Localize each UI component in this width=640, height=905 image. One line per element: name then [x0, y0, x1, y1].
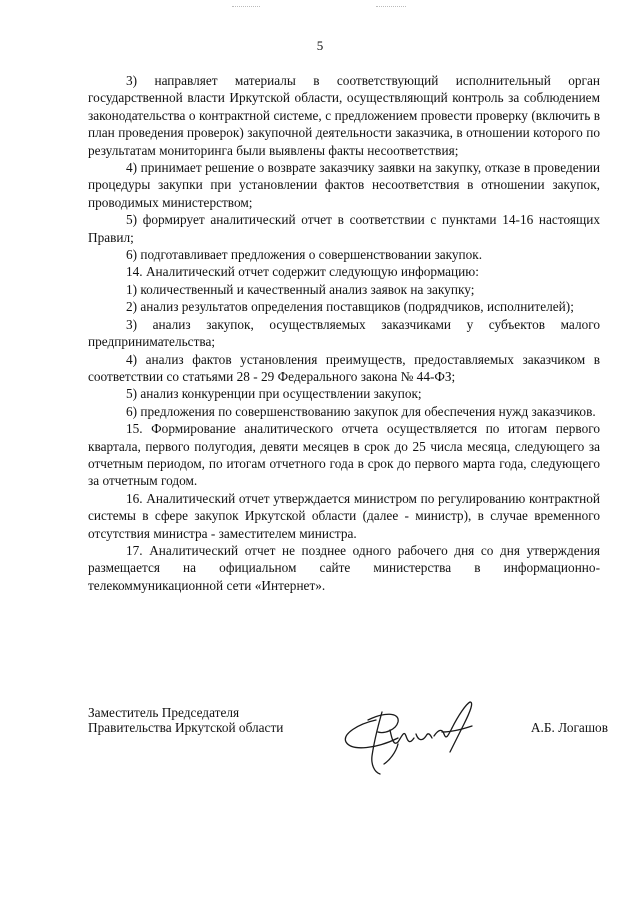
paragraph: 17. Аналитический отчет не позднее одного рабочего дня со дня утверждения размещается на официальном сайте министерства в информационно-телекоммуникационной сети «Интернет». [88, 542, 600, 593]
signatory-title [88, 706, 283, 735]
paragraph: 2) анализ результатов определения поставщиков (подрядчиков, исполнителей); [126, 299, 574, 315]
page-number: 5 [316, 38, 324, 53]
paragraph: 14. Аналитический отчет содержит следующую информацию: [126, 264, 479, 280]
scan-artifact [376, 6, 406, 11]
paragraph: 4) принимает решение о возврате заказчику заявки на закупку, отказе в проведении процедуры закупки при установлении фактов несоответствия в отношении закупок, проводимых министерством; [88, 160, 600, 210]
paragraph: 6) подготавливает предложения о совершенствовании закупок. [126, 247, 483, 263]
paragraph: 5) формирует аналитический отчет в соответствии с пунктами 14-16 настоящих Правил; [88, 212, 600, 245]
signature-block [88, 706, 608, 786]
paragraph: 6) предложения по совершенствованию закупок для обеспечения нужд заказчиков. [126, 403, 596, 419]
paragraph: 5) анализ конкуренции при осуществлении закупок; [126, 386, 422, 402]
signatory-title-line: Правительства Иркутской области [88, 719, 284, 735]
paragraph: 4) анализ фактов установления преимуществ, предоставляемых заказчиком в соответствии со статьями 28 - 29 Федерального закона № 44-ФЗ; [88, 351, 600, 384]
signatory-title-line: Заместитель Председателя [88, 705, 240, 720]
scan-artifact [232, 6, 260, 11]
document-body [88, 72, 600, 594]
paragraph: 3) анализ закупок, осуществляемых заказчиками у субъектов малого предпринимательства; [88, 316, 600, 350]
paragraph: 1) количественный и качественный анализ заявок на закупку; [126, 281, 475, 297]
paragraph: 16. Аналитический отчет утверждается министром по регулированию контрактной системы в сфере закупок Иркутской области (далее - министр), в случае временного отсутствия министра - заместителем министра. [88, 490, 600, 541]
paragraph: 15. Формирование аналитического отчета осуществляется по итогам первого квартала, первого полугодия, девяти месяцев в срок до 25 числа месяца, следующего за отчетным периодом, по итогам отчетного года в срок до первого марта года, следующего за отчетным годом. [88, 421, 600, 489]
paragraph: 3) направляет материалы в соответствующий исполнительный орган государственной власти Иркутской области, осуществляющий контроль за соблюдением законодательства о контрактной системе, с предложением провести проверку (включить в план проведения проверок) закупочной деятельности заказчика, в отношении которого по результатам мониторинга были выявлены факты несоответствия; [88, 73, 600, 158]
handwritten-signature-image [338, 690, 478, 780]
signatory-name: А.Б. Логашов [530, 720, 608, 735]
